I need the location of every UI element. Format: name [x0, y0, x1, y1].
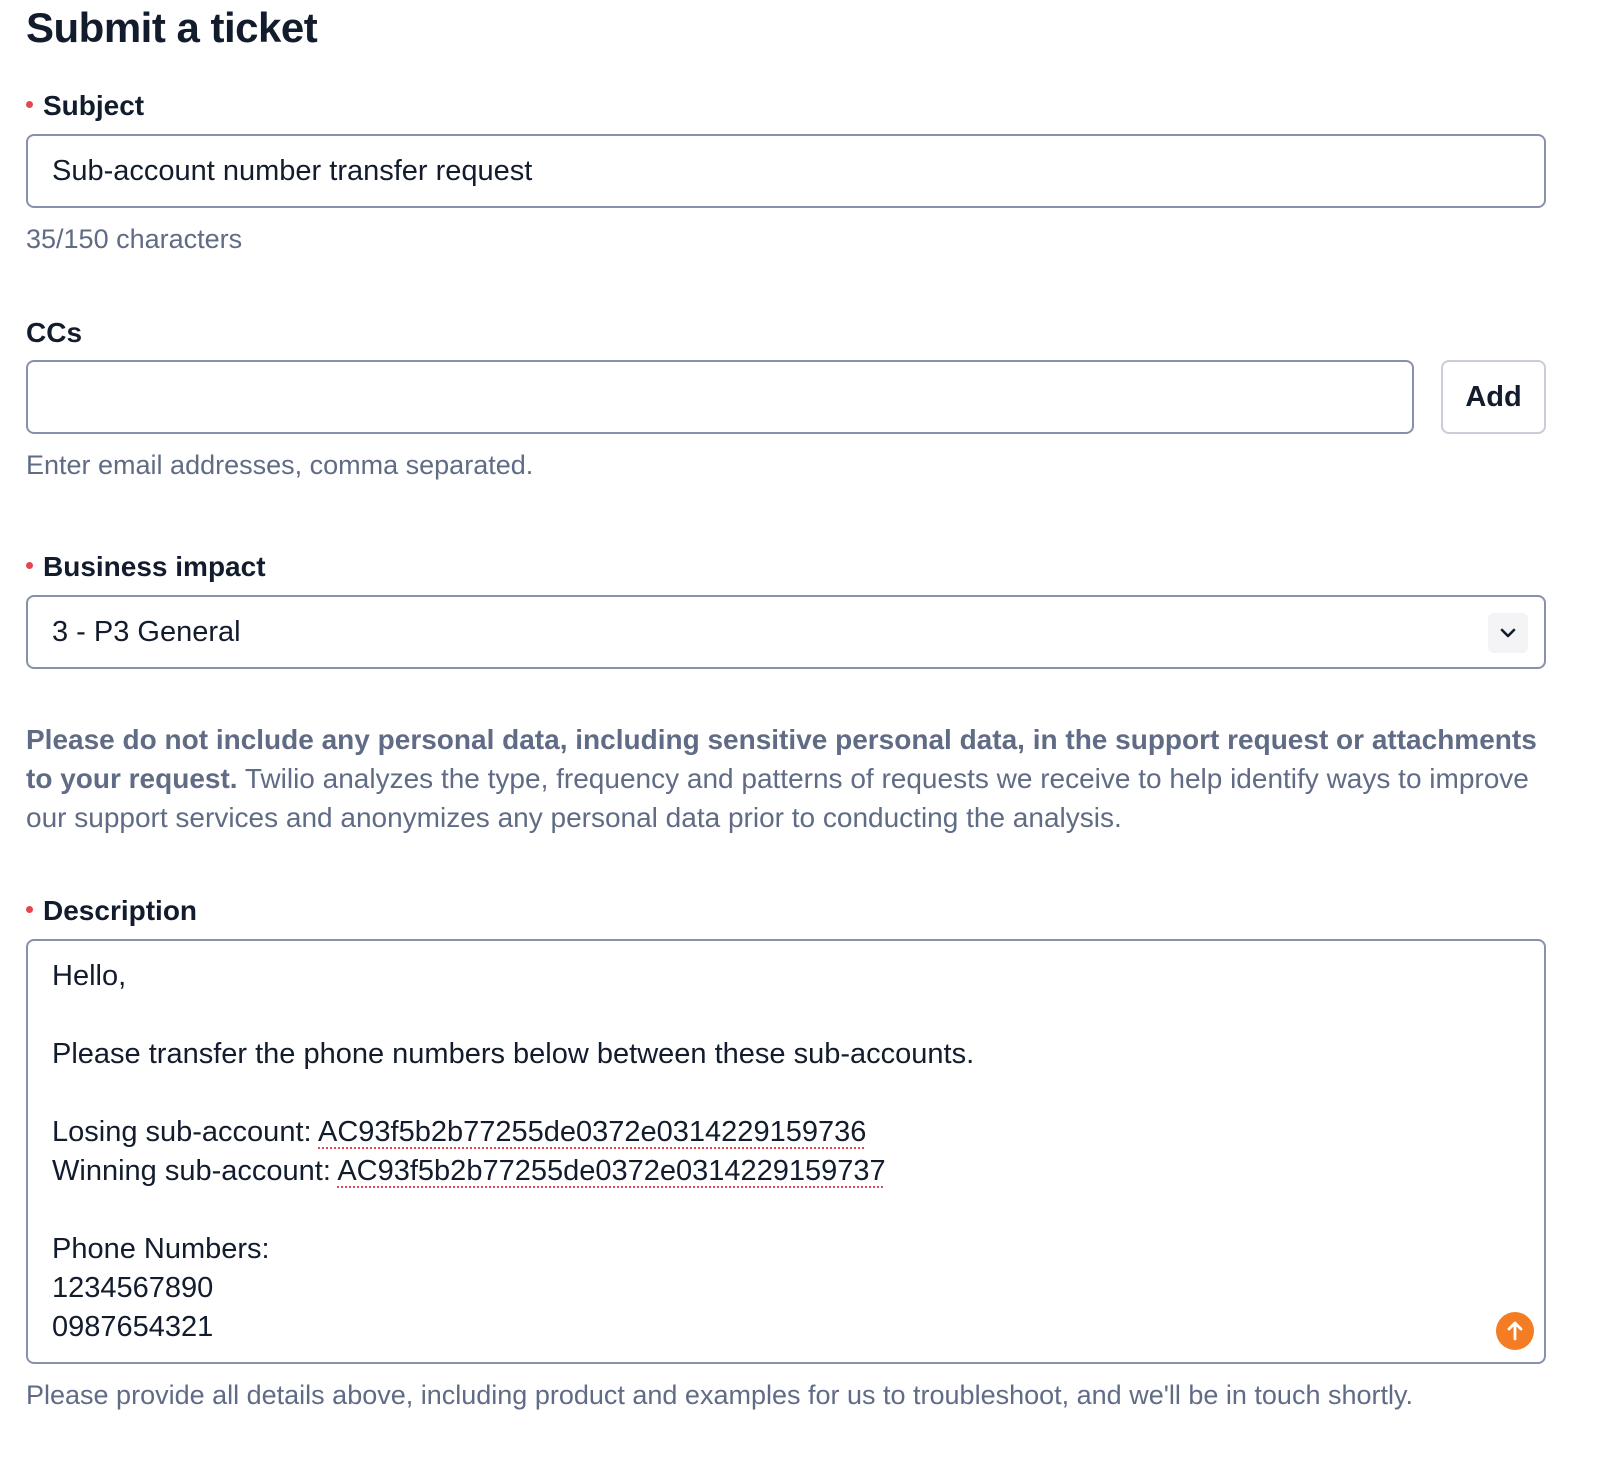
description-phone-number: 1234567890 — [52, 1272, 214, 1304]
chevron-down-icon — [1488, 613, 1528, 653]
required-indicator — [26, 101, 33, 108]
add-cc-button[interactable]: Add — [1441, 360, 1546, 434]
description-blank-line — [52, 996, 1520, 1035]
description-line-greeting: Hello, — [52, 960, 127, 992]
description-phone-number: 0987654321 — [52, 1311, 214, 1343]
required-indicator — [26, 562, 33, 569]
subject-label-text: Subject — [43, 90, 145, 121]
description-blank-line — [52, 1191, 1520, 1230]
required-indicator — [26, 906, 33, 913]
description-line-winning — [52, 1152, 1520, 1191]
description-label-text: Description — [43, 895, 198, 926]
winning-sid: AC93f5b2b77255de0372e0314229159737 — [337, 1155, 886, 1187]
personal-data-notice-bold: Please do not include any personal data, including sensitive personal data, in the support request or attachments to your request. — [26, 724, 1537, 794]
business-impact-label — [26, 551, 266, 583]
personal-data-notice-rest: Twilio analyzes the type, frequency and patterns of requests we receive to help identify ways to improve our support services and anonymizes any personal data prior to conducting the analysis. — [26, 763, 1529, 833]
description-line-numbers-heading: Phone Numbers: — [52, 1233, 270, 1265]
business-impact-selected-value: 3 - P3 General — [52, 615, 241, 648]
personal-data-notice — [26, 720, 1546, 837]
losing-prefix: Losing sub-account: — [52, 1116, 319, 1148]
ccs-label — [26, 317, 82, 349]
business-impact-label-text: Business impact — [43, 551, 266, 582]
page-title: Submit a ticket — [26, 4, 318, 51]
description-label — [26, 895, 197, 927]
business-impact-select[interactable] — [26, 595, 1546, 669]
description-help-text: Please provide all details above, including product and examples for us to troubleshoot, and we'll be in touch shortly. — [26, 1380, 1413, 1410]
losing-sid: AC93f5b2b77255de0372e0314229159736 — [318, 1116, 867, 1148]
ccs-input[interactable] — [26, 360, 1414, 434]
description-line-intro: Please transfer the phone numbers below between these sub-accounts. — [52, 1038, 975, 1070]
description-line-losing — [52, 1113, 1520, 1152]
subject-label — [26, 90, 144, 122]
description-blank-line — [52, 1074, 1520, 1113]
ccs-label-text: CCs — [26, 317, 83, 348]
subject-input-value: Sub-account number transfer request — [52, 154, 533, 187]
ccs-help-text: Enter email addresses, comma separated. — [26, 450, 534, 480]
arrow-up-icon[interactable] — [1496, 1312, 1534, 1350]
subject-char-count: 35/150 characters — [26, 224, 243, 254]
description-textarea[interactable] — [26, 939, 1546, 1364]
subject-input[interactable] — [26, 134, 1546, 208]
winning-prefix: Winning sub-account: — [52, 1155, 338, 1187]
